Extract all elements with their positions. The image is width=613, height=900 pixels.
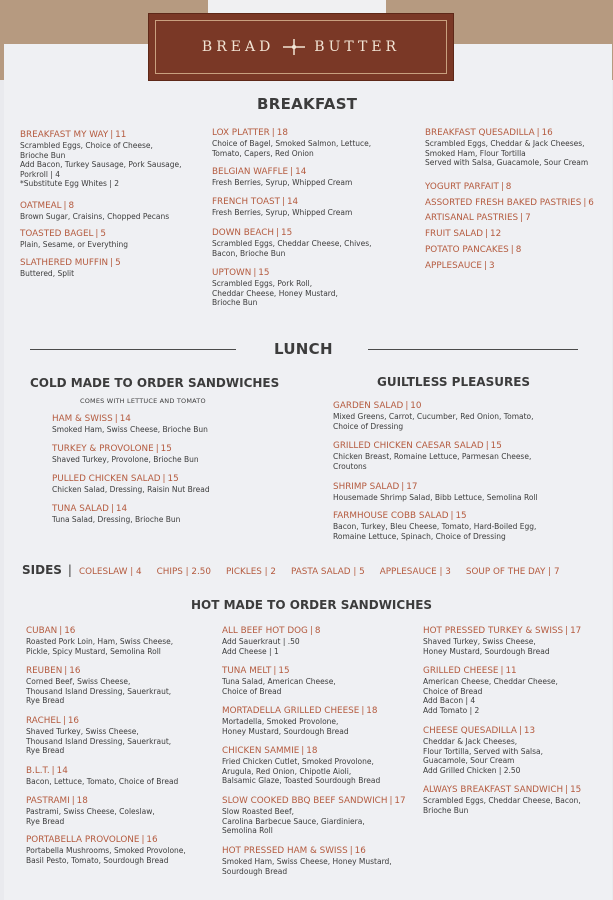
item-desc: Chicken Breast, Romaine Lettuce, Parmesan Cheese, Croutons — [333, 452, 532, 471]
menu-item: CUBAN | 16 Roasted Pork Loin, Ham, Swiss Cheese, Pickle, Spicy Mustard, Semolina Roll — [26, 626, 174, 656]
item-name: PORTABELLA PROVOLONE — [26, 835, 140, 845]
menu-item: SHRIMP SALAD | 17 Housemade Shrimp Salad, Bibb Lettuce, Semolina Roll — [333, 482, 538, 502]
item-price: 7 — [525, 213, 531, 223]
menu-item: BELGIAN WAFFLE | 14 Fresh Berries, Syrup, Whipped Cream — [212, 167, 353, 187]
guiltless-pleasures-title: GUILTLESS PLEASURES — [377, 375, 531, 389]
item-price: 18 — [366, 706, 378, 716]
item-name: B.L.T. — [26, 766, 50, 776]
item-desc: Fresh Berries, Syrup, Whipped Cream — [212, 178, 353, 187]
item-name: CUBAN — [26, 626, 58, 636]
item-price: 10 — [410, 401, 422, 411]
item-desc: Bacon, Turkey, Bleu Cheese, Tomato, Hard-Boiled Egg, Romaine Lettuce, Spinach, Choice of Dressing — [333, 522, 537, 541]
cold-sandwiches-note: COMES WITH LETTUCE AND TOMATO — [80, 397, 206, 405]
item-desc: Scrambled Eggs, Cheddar & Jack Cheeses, Smoked Ham, Flour Tortilla Served with Salsa, Guacamole, Sour Cream — [425, 139, 589, 168]
item-name: APPLESAUCE — [425, 261, 482, 271]
menu-item: PASTRAMI | 18 Pastrami, Swiss Cheese, Coleslaw, Rye Bread — [26, 796, 155, 826]
item-desc: Bacon, Lettuce, Tomato, Choice of Bread — [26, 777, 179, 786]
item-price: 11 — [505, 666, 517, 676]
side-item: APPLESAUCE | 3 — [379, 567, 451, 577]
side-item: PASTA SALAD | 5 — [291, 567, 365, 577]
item-desc: Scrambled Eggs, Pork Roll, Cheddar Cheese, Honey Mustard, Brioche Bun — [212, 279, 338, 308]
item-price: 16 — [354, 846, 366, 856]
item-price: 15 — [278, 666, 290, 676]
menu-item: GRILLED CHICKEN CAESAR SALAD | 15 Chicken Breast, Romaine Lettuce, Parmesan Cheese, Croutons — [333, 441, 532, 471]
menu-item: TOASTED BAGEL | 5 Plain, Sesame, or Everything — [20, 229, 129, 249]
menu-item: PORTABELLA PROVOLONE | 16 Portabella Mushrooms, Smoked Provolone, Basil Pesto, Tomato, Sourdough Bread — [26, 835, 186, 865]
menu-item: SLATHERED MUFFIN | 5 Buttered, Split — [20, 258, 121, 278]
item-price: 3 — [488, 261, 495, 271]
item-desc: Mixed Greens, Carrot, Cucumber, Red Onion, Tomato, Choice of Dressing — [333, 412, 534, 431]
item-price: 16 — [67, 716, 80, 726]
menu-item: DOWN BEACH | 15 Scrambled Eggs, Cheddar Cheese, Chives, Bacon, Brioche Bun — [212, 228, 372, 258]
menu-item: POTATO PANCAKES | 8 — [425, 245, 522, 255]
item-name: FRUIT SALAD — [425, 229, 484, 239]
item-price: 18 — [76, 796, 88, 806]
item-name: BREAKFAST QUESADILLA — [425, 128, 535, 138]
item-name: FRENCH TOAST — [212, 197, 280, 207]
item-price: 8 — [68, 201, 75, 211]
item-price: 17 — [394, 796, 406, 806]
item-price: 8 — [515, 245, 522, 255]
item-name: MORTADELLA GRILLED CHEESE — [222, 706, 360, 716]
item-name: HOT PRESSED TURKEY & SWISS — [423, 626, 564, 636]
menu-item: UPTOWN | 15 Scrambled Eggs, Pork Roll, Cheddar Cheese, Honey Mustard, Brioche Bun — [212, 268, 338, 308]
item-desc: Scrambled Eggs, Cheddar Cheese, Chives, Bacon, Brioche Bun — [212, 239, 372, 258]
item-price: 14 — [295, 167, 307, 177]
item-desc: Tuna Salad, Dressing, Brioche Bun — [52, 515, 181, 524]
item-desc: Fried Chicken Cutlet, Smoked Provolone, Arugula, Red Onion, Chipotle Aioli, Balsamic Glaze, Toasted Sourdough Bread — [222, 757, 381, 786]
menu-item: FRENCH TOAST | 14 Fresh Berries, Syrup, Whipped Cream — [212, 197, 353, 217]
logo-frame — [155, 20, 447, 74]
item-name: ALWAYS BREAKFAST SANDWICH — [423, 785, 564, 795]
menu-item: B.L.T. | 14 Bacon, Lettuce, Tomato, Choice of Bread — [26, 766, 179, 786]
item-name: BELGIAN WAFFLE — [212, 167, 289, 177]
item-desc: Shaved Turkey, Swiss Cheese, Thousand Island Dressing, Sauerkraut, Rye Bread — [26, 727, 172, 756]
breakfast-title: BREAKFAST — [257, 95, 358, 113]
side-item: SOUP OF THE DAY | 7 — [465, 567, 560, 577]
item-price: 15 — [167, 474, 179, 484]
item-desc: Housemade Shrimp Salad, Bibb Lettuce, Semolina Roll — [333, 493, 538, 502]
item-desc: Smoked Ham, Swiss Cheese, Honey Mustard, Sourdough Bread — [222, 857, 392, 876]
menu-item: HAM & SWISS | 14 Smoked Ham, Swiss Cheese, Brioche Bun — [52, 414, 208, 434]
item-price: 5 — [115, 258, 121, 268]
item-desc: Corned Beef, Swiss Cheese, Thousand Island Dressing, Sauerkraut, Rye Bread — [26, 677, 172, 706]
item-name: HOT PRESSED HAM & SWISS — [222, 846, 348, 856]
item-name: ASSORTED FRESH BAKED PASTRIES — [425, 198, 582, 208]
menu-item: REUBEN | 16 Corned Beef, Swiss Cheese, Thousand Island Dressing, Sauerkraut, Rye Bread — [26, 666, 172, 706]
item-desc: Mortadella, Smoked Provolone, Honey Mustard, Sourdough Bread — [222, 717, 349, 736]
item-name: PASTRAMI — [26, 796, 70, 806]
menu-item: TUNA SALAD | 14 Tuna Salad, Dressing, Brioche Bun — [52, 504, 181, 524]
item-name: CHEESE QUESADILLA — [423, 726, 517, 736]
item-desc: Cheddar & Jack Cheeses, Flour Tortilla, Served with Salsa, Guacamole, Sour Cream Add Grilled Chicken | 2.50 — [423, 737, 544, 775]
item-desc: Tuna Salad, American Cheese, Choice of Bread — [222, 677, 336, 696]
paper-tab — [208, 0, 386, 14]
item-name: GRILLED CHEESE — [423, 666, 499, 676]
item-desc: Shaved Turkey, Provolone, Brioche Bun — [52, 455, 199, 464]
menu-item: TUNA MELT | 15 Tuna Salad, American Cheese, Choice of Bread — [222, 666, 336, 696]
item-price: 13 — [523, 726, 536, 736]
item-name: DOWN BEACH — [212, 228, 274, 238]
item-name: CHICKEN SAMMIE — [222, 746, 300, 756]
item-name: UPTOWN — [212, 268, 252, 278]
menu-item: FRUIT SALAD | 12 — [425, 229, 502, 239]
menu-item: ALWAYS BREAKFAST SANDWICH | 15 Scrambled Eggs, Cheddar Cheese, Bacon, Brioche Bun — [423, 785, 582, 815]
menu-item: CHICKEN SAMMIE | 18 Fried Chicken Cutlet, Smoked Provolone, Arugula, Red Onion, Chipotle Aioli, Balsamic Glaze, Toasted Sourdough Bread — [222, 746, 381, 786]
item-name: SLATHERED MUFFIN — [20, 258, 109, 268]
item-price: 18 — [276, 128, 288, 138]
item-desc: Portabella Mushrooms, Smoked Provolone, Basil Pesto, Tomato, Sourdough Bread — [26, 846, 186, 865]
divider-right — [368, 349, 578, 350]
logo-board — [148, 13, 454, 81]
item-desc: Slow Roasted Beef, Carolina Barbecue Sauce, Giardiniera, Semolina Roll — [222, 807, 365, 836]
menu-item: GRILLED CHEESE | 11 American Cheese, Cheddar Cheese, Choice of Bread Add Bacon | 4 Add Tomato | 2 — [423, 666, 558, 715]
brand-word-left: BREAD — [201, 39, 275, 55]
cold-sandwiches-title: COLD MADE TO ORDER SANDWICHES — [30, 376, 280, 390]
item-desc: Chicken Salad, Dressing, Raisin Nut Bread — [52, 485, 210, 494]
item-price: 15 — [455, 511, 467, 521]
item-price: 6 — [588, 198, 594, 208]
item-price: 15 — [570, 785, 582, 795]
item-price: 16 — [146, 835, 158, 845]
item-desc: Roasted Pork Loin, Ham, Swiss Cheese, Pickle, Spicy Mustard, Semolina Roll — [26, 637, 174, 656]
menu-item: GARDEN SALAD | 10 Mixed Greens, Carrot, Cucumber, Red Onion, Tomato, Choice of Dressing — [333, 401, 534, 431]
item-price: 5 — [100, 229, 106, 239]
item-name: BREAKFAST MY WAY — [20, 130, 109, 140]
menu-item: SLOW COOKED BBQ BEEF SANDWICH | 17 Slow Roasted Beef, Carolina Barbecue Sauce, Giardiniera, Semolina Roll — [222, 796, 406, 836]
side-item: PICKLES | 2 — [226, 567, 277, 577]
item-price: 8 — [314, 626, 321, 636]
item-price: 8 — [505, 182, 512, 192]
item-price: 14 — [115, 504, 128, 514]
item-name: TURKEY & PROVOLONE — [52, 444, 154, 454]
item-desc: Pastrami, Swiss Cheese, Coleslaw, Rye Bread — [26, 807, 155, 826]
item-name: TOASTED BAGEL — [20, 229, 94, 239]
item-name: ARTISANAL PASTRIES — [425, 213, 519, 223]
item-desc: Scrambled Eggs, Cheddar Cheese, Bacon, Brioche Bun — [423, 796, 581, 815]
item-name: FARMHOUSE COBB SALAD — [333, 511, 449, 521]
item-price: 15 — [490, 441, 502, 451]
hot-sandwiches-title: HOT MADE TO ORDER SANDWICHES — [191, 598, 433, 612]
item-desc: Brown Sugar, Craisins, Chopped Pecans — [20, 212, 170, 221]
item-desc: Scrambled Eggs, Choice of Cheese, Brioche Bun Add Bacon, Turkey Sausage, Pork Sausage, Porkroll | 4 *Substitute Egg Whites | 2 — [20, 141, 182, 189]
item-name: TUNA MELT — [222, 666, 272, 676]
item-price: 17 — [570, 626, 582, 636]
item-price: 18 — [306, 746, 318, 756]
item-price: 15 — [258, 268, 270, 278]
menu-item: FARMHOUSE COBB SALAD | 15 Bacon, Turkey, Bleu Cheese, Tomato, Hard-Boiled Egg, Romaine Lettuce, Spinach, Choice of Dressing — [333, 511, 537, 541]
menu-item: TURKEY & PROVOLONE | 15 Shaved Turkey, Provolone, Brioche Bun — [52, 444, 199, 464]
item-price: 14 — [56, 766, 68, 776]
menu-item: YOGURT PARFAIT | 8 — [425, 182, 512, 192]
item-price: 15 — [160, 444, 172, 454]
item-name: ALL BEEF HOT DOG — [222, 626, 308, 636]
item-price: 11 — [115, 130, 127, 140]
menu-item: HOT PRESSED TURKEY & SWISS | 17 Shaved Turkey, Swiss Cheese, Honey Mustard, Sourdough Bread — [423, 626, 582, 656]
item-name: SHRIMP SALAD — [333, 482, 400, 492]
item-desc: American Cheese, Cheddar Cheese, Choice of Bread Add Bacon | 4 Add Tomato | 2 — [423, 677, 558, 715]
menu-item: LOX PLATTER | 18 Choice of Bagel, Smoked Salmon, Lettuce, Tomato, Capers, Red Onion — [212, 128, 372, 158]
menu-item: MORTADELLA GRILLED CHEESE | 18 Mortadella, Smoked Provolone, Honey Mustard, Sourdough Bread — [222, 706, 378, 736]
item-desc: Plain, Sesame, or Everything — [20, 240, 129, 249]
item-desc: Choice of Bagel, Smoked Salmon, Lettuce, Tomato, Capers, Red Onion — [212, 139, 372, 158]
menu-item: ASSORTED FRESH BAKED PASTRIES | 6 — [425, 198, 594, 208]
menu-item: OATMEAL | 8 Brown Sugar, Craisins, Chopped Pecans — [20, 201, 170, 221]
item-price: 14 — [119, 414, 131, 424]
divider-left — [30, 349, 236, 350]
item-name: POTATO PANCAKES — [425, 245, 509, 255]
side-item: CHIPS | 2.50 — [156, 567, 211, 577]
sides-label: SIDES — [22, 563, 62, 577]
lunch-title: LUNCH — [274, 340, 333, 358]
menu-item: APPLESAUCE | 3 — [425, 261, 495, 271]
menu-item: ALL BEEF HOT DOG | 8 Add Sauerkraut | .50 Add Cheese | 1 — [222, 626, 321, 656]
item-name: SLOW COOKED BBQ BEEF SANDWICH — [222, 796, 388, 806]
item-desc: Fresh Berries, Syrup, Whipped Cream — [212, 208, 353, 217]
item-name: REUBEN — [26, 666, 63, 676]
sides-separator: | — [67, 563, 72, 577]
side-item: COLESLAW | 4 — [78, 567, 142, 577]
item-name: OATMEAL — [20, 201, 62, 211]
menu-item: BREAKFAST MY WAY | 11 Scrambled Eggs, Choice of Cheese, Brioche Bun Add Bacon, Turkey Sausage, Pork Sausage, Porkroll | 4 *Substitute Egg Whites | 2 — [20, 130, 182, 189]
item-price: 16 — [69, 666, 81, 676]
menu-item: ARTISANAL PASTRIES | 7 — [425, 213, 531, 223]
item-price: 17 — [406, 482, 418, 492]
item-price: 16 — [64, 626, 76, 636]
item-desc: Shaved Turkey, Swiss Cheese, Honey Mustard, Sourdough Bread — [423, 637, 550, 656]
item-name: RACHEL — [26, 716, 61, 726]
brand-word-right: BUTTER — [314, 39, 401, 55]
knife-cross-icon — [282, 38, 306, 56]
item-name: HAM & SWISS — [52, 414, 113, 424]
menu-item: CHEESE QUESADILLA | 13 Cheddar & Jack Cheeses, Flour Tortilla, Served with Salsa, Guacamole, Sour Cream Add Grilled Chicken | 2.50 — [423, 726, 544, 775]
menu-item: PULLED CHICKEN SALAD | 15 Chicken Salad, Dressing, Raisin Nut Bread — [52, 474, 210, 494]
item-desc: Buttered, Split — [20, 269, 75, 278]
item-name: GRILLED CHICKEN CAESAR SALAD — [333, 441, 484, 451]
menu-item: BREAKFAST QUESADILLA | 16 Scrambled Eggs, Cheddar & Jack Cheeses, Smoked Ham, Flour Tortilla Served with Salsa, Guacamole, Sour Cream — [425, 128, 589, 168]
menu-item: RACHEL | 16 Shaved Turkey, Swiss Cheese, Thousand Island Dressing, Sauerkraut, Rye Bread — [26, 716, 172, 756]
item-price: 15 — [280, 228, 293, 238]
sides-row — [22, 563, 560, 577]
item-name: TUNA SALAD — [52, 504, 109, 514]
brand-logo — [202, 38, 400, 56]
item-price: 12 — [490, 229, 502, 239]
item-name: PULLED CHICKEN SALAD — [52, 474, 161, 484]
item-price: 14 — [286, 197, 299, 207]
item-desc: Add Sauerkraut | .50 Add Cheese | 1 — [222, 637, 300, 656]
item-name: YOGURT PARFAIT — [425, 182, 499, 192]
item-price: 16 — [541, 128, 553, 138]
menu-item: HOT PRESSED HAM & SWISS | 16 Smoked Ham, Swiss Cheese, Honey Mustard, Sourdough Bread — [222, 846, 392, 876]
item-name: GARDEN SALAD — [333, 401, 404, 411]
item-desc: Smoked Ham, Swiss Cheese, Brioche Bun — [52, 425, 208, 434]
item-name: LOX PLATTER — [212, 128, 270, 138]
